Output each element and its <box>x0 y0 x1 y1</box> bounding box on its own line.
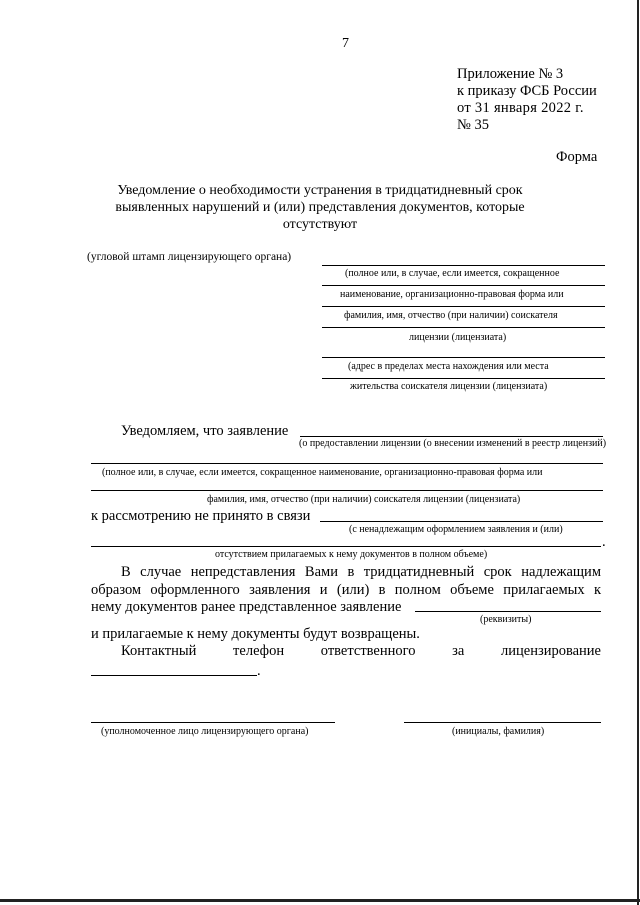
stamp-label: (угловой штамп лицензирующего органа) <box>87 251 292 263</box>
appendix-line-4: № 35 <box>457 117 489 133</box>
addressee-caption-6: жительства соискателя лицензии (лицензиата) <box>350 381 548 392</box>
address-line-1 <box>322 357 605 358</box>
addressee-caption-5: (адрес в пределах места нахождения или места <box>348 361 549 372</box>
addressee-line-2 <box>322 285 605 286</box>
page-edge-right <box>637 0 639 905</box>
appendix-line-2: к приказу ФСБ России <box>457 83 597 99</box>
notify-caption: (о предоставлении лицензии (о внесении изменений в реестр лицензий) <box>299 438 607 449</box>
addressee-caption-3: фамилия, имя, отчество (при наличии) соискателя <box>344 310 558 321</box>
reason-caption-2: отсутствием прилагаемых к нему документов в полном объеме) <box>215 549 488 560</box>
addressee-caption-2: наименование, организационно-правовая форма или <box>340 289 564 300</box>
signature-line-left <box>91 722 335 723</box>
phone-line <box>91 675 257 676</box>
applicant-name-line-2 <box>91 490 603 491</box>
details-line <box>415 611 601 612</box>
addressee-line-1 <box>322 265 605 266</box>
appendix-line-1: Приложение № 3 <box>457 66 564 82</box>
page-edge-bottom <box>0 899 640 902</box>
addressee-line-3 <box>322 306 605 307</box>
paragraph-line-2: образом оформленного заявления и (или) в полном объеме прилагаемых к <box>91 582 601 598</box>
addressee-caption-4: лицензии (лицензиата) <box>409 332 507 343</box>
reason-end-dot: . <box>602 534 606 550</box>
appendix-line-3: от 31 января 2022 г. <box>457 100 584 116</box>
reason-line-1 <box>320 521 603 522</box>
addressee-caption-1: (полное или, в случае, если имеется, сокращенное <box>345 268 560 279</box>
signature-line-right <box>404 722 601 723</box>
not-accepted-text: к рассмотрению не принято в связи <box>91 508 311 524</box>
applicant-name-line-1 <box>91 463 603 464</box>
signature-caption-right: (инициалы, фамилия) <box>452 726 545 737</box>
reason-line-2 <box>91 546 601 547</box>
paragraph-line-3: нему документов ранее представленное заявление <box>91 599 402 615</box>
applicant-caption-2: фамилия, имя, отчество (при наличии) соискателя лицензии (лицензиата) <box>207 494 521 505</box>
contact-end-dot: . <box>257 663 261 679</box>
applicant-caption-1: (полное или, в случае, если имеется, сокращенное наименование, организационно-правовая форма или <box>102 467 543 478</box>
signature-caption-left: (уполномоченное лицо лицензирующего органа) <box>101 726 309 737</box>
details-caption: (реквизиты) <box>480 614 532 625</box>
paragraph-line-4: и прилагаемые к нему документы будут возвращены. <box>91 626 420 642</box>
form-label: Форма <box>556 149 598 165</box>
notify-text: Уведомляем, что заявление <box>121 423 289 439</box>
title-line-2: выявленных нарушений и (или) представления документов, которые <box>115 200 525 215</box>
application-type-line <box>300 436 603 437</box>
title-line-3: отсутствуют <box>282 217 358 232</box>
page-number: 7 <box>342 36 349 51</box>
addressee-line-4 <box>322 327 605 328</box>
title-line-1: Уведомление о необходимости устранения в тридцатидневный срок <box>117 183 523 198</box>
address-line-2 <box>322 378 605 379</box>
contact-line: Контактный телефон ответственного за лицензирование <box>121 643 601 659</box>
reason-caption-1: (с ненадлежащим оформлением заявления и (или) <box>349 524 563 535</box>
paragraph-line-1: В случае непредставления Вами в тридцатидневный срок надлежащим <box>121 564 601 580</box>
